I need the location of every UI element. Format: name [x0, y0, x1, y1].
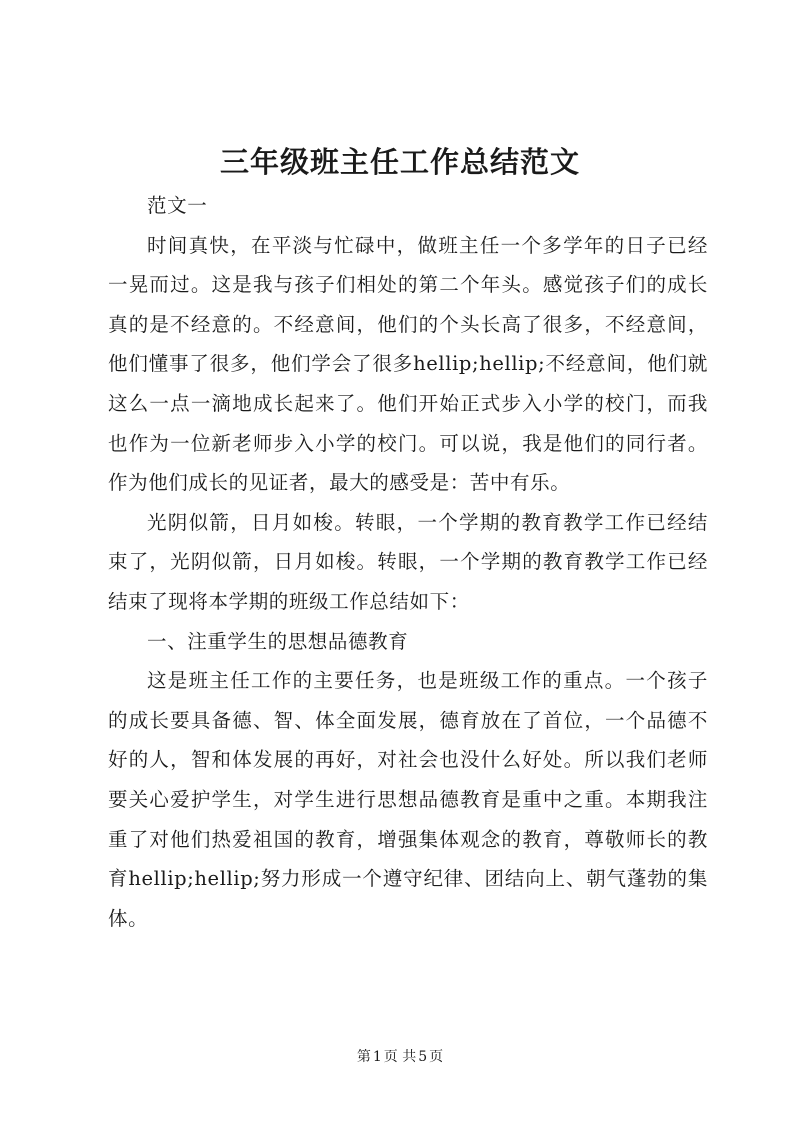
document-body: [108, 186, 708, 938]
page-label-suffix: 页: [429, 1049, 444, 1065]
section-label: 范文一: [147, 194, 208, 217]
page-current: 1: [372, 1049, 382, 1065]
body-paragraph: 时间真快，在平淡与忙碌中，做班主任一个多学年的日子已经一晃而过。这是我与孩子们相处的第二个年头。感觉孩子们的成长真的是不经意的。不经意间，他们的个头长高了很多，不经意间，他们懂事了很多，他们学会了很多hellip;hellip;不经意间，他们就这么一点一滴地成长起来了。他们开始正式步入小学的校门，而我也作为一位新老师步入小学的校门。可以说，我是他们的同行者。作为他们成长的见证者，最大的感受是：苦中有乐。: [108, 233, 708, 495]
page-footer: [0, 1047, 800, 1067]
page-total: 5: [418, 1049, 428, 1065]
page-label-mid: 页 共: [383, 1049, 417, 1065]
body-paragraph: 这是班主任工作的主要任务，也是班级工作的重点。一个孩子的成长要具备德、智、体全面发展，德育放在了首位，一个品德不好的人，智和体发展的再好，对社会也没什么好处。所以我们老师要关心爱护学生，对学生进行思想品德教育是重中之重。本期我注重了对他们热爱祖国的教育，增强集体观念的教育，尊敬师长的教育hellip;hellip;努力形成一个遵守纪律、团结向上、朝气蓬勃的集体。: [108, 669, 708, 930]
section-heading: 一、注重学生的思想品德教育: [147, 629, 409, 653]
document-title: 三年级班主任工作总结范文: [219, 145, 580, 179]
body-paragraph: 光阴似箭，日月如梭。转眼，一个学期的教育教学工作已经结束了，光阴似箭，日月如梭。转眼，一个学期的教育教学工作已经结束了现将本学期的班级工作总结如下：: [108, 510, 708, 613]
page-label-prefix: 第: [356, 1049, 371, 1065]
